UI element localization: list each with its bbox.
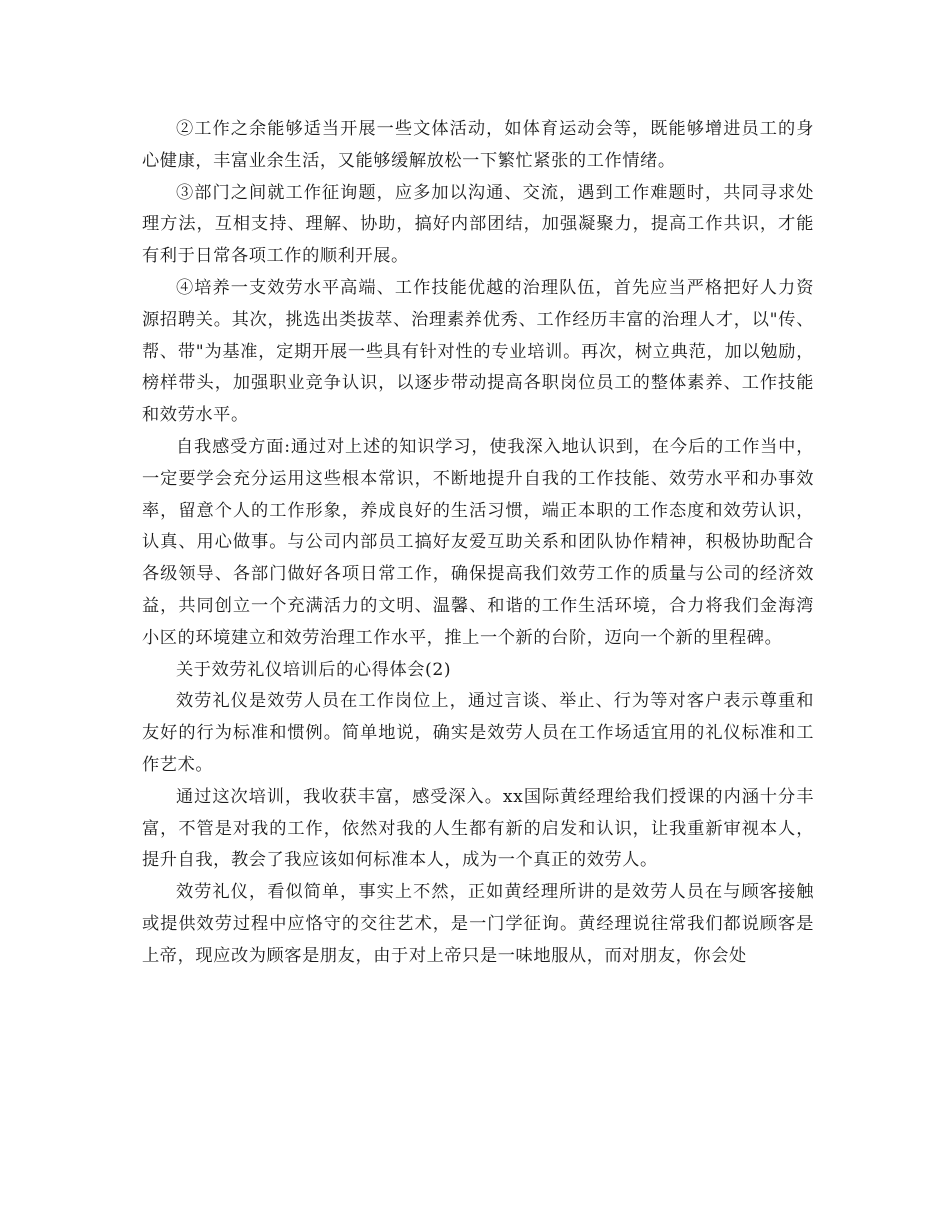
paragraph-training-gains: 通过这次培训，我收获丰富，感受深入。xx国际黄经理给我们授课的内涵十分丰富，不管是对我的工作，依然对我的人生都有新的启发和认识，让我重新审视本人，提升自我，教会了我应该如何标准本人，成为一个真正的效劳人。 — [142, 786, 814, 871]
paragraph-item-2: ②工作之余能够适当开展一些文体活动，如体育运动会等，既能够增进员工的身心健康，丰富业余生活，又能够缓解放松一下繁忙紧张的工作情绪。 — [142, 119, 814, 171]
document-body — [142, 114, 814, 973]
paragraph-definition: 效劳礼仪是效劳人员在工作岗位上，通过言谈、举止、行为等对客户表示尊重和友好的行为标准和惯例。简单地说，确实是效劳人员在工作场适宜用的礼仪标准和工作艺术。 — [142, 691, 814, 775]
section-heading: 关于效劳礼仪培训后的心得体会(2) — [176, 659, 452, 680]
paragraph-self-reflection: 自我感受方面:通过对上述的知识学习，使我深入地认识到，在今后的工作当中，一定要学会充分运用这些根本常识，不断地提升自我的工作技能、效劳水平和办事效率，留意个人的工作形象，养成良好的生活习惯，端正本职的工作态度和效劳认识，认真、用心做事。与公司内部员工搞好友爱互助关系和团队协作精神，积极协助配合各级领导、各部门做好各项日常工作，确保提高我们效劳工作的质量与公司的经济效益，共同创立一个充满活力的文明、温馨、和谐的工作生活环境，合力将我们金海湾小区的环境建立和效劳治理工作水平，推上一个新的台阶，迈向一个新的里程碑。 — [142, 436, 814, 648]
paragraph-service-etiquette: 效劳礼仪，看似简单，事实上不然，正如黄经理所讲的是效劳人员在与顾客接触或提供效劳过程中应恪守的交往艺术，是一门学征询。黄经理说往常我们都说顾客是上帝，现应改为顾客是朋友，由于对上帝只是一味地服从，而对朋友，你会处 — [142, 882, 814, 966]
paragraph-item-4: ④培养一支效劳水平高端、工作技能优越的治理队伍，首先应当严格把好人力资源招聘关。其次，挑选出类拔萃、治理素养优秀、工作经历丰富的治理人才，以"传、帮、带"为基准，定期开展一些具有针对性的专业培训。再次，树立典范，加以勉励，榜样带头，加强职业竞争认识，以逐步带动提高各职岗位员工的整体素养、工作技能和效劳水平。 — [142, 277, 814, 426]
paragraph-item-3: ③部门之间就工作征询题，应多加以沟通、交流，遇到工作难题时，共同寻求处理方法，互相支持、理解、协助，搞好内部团结，加强凝聚力，提高工作共识，才能有利于日常各项工作的顺利开展。 — [142, 182, 814, 267]
